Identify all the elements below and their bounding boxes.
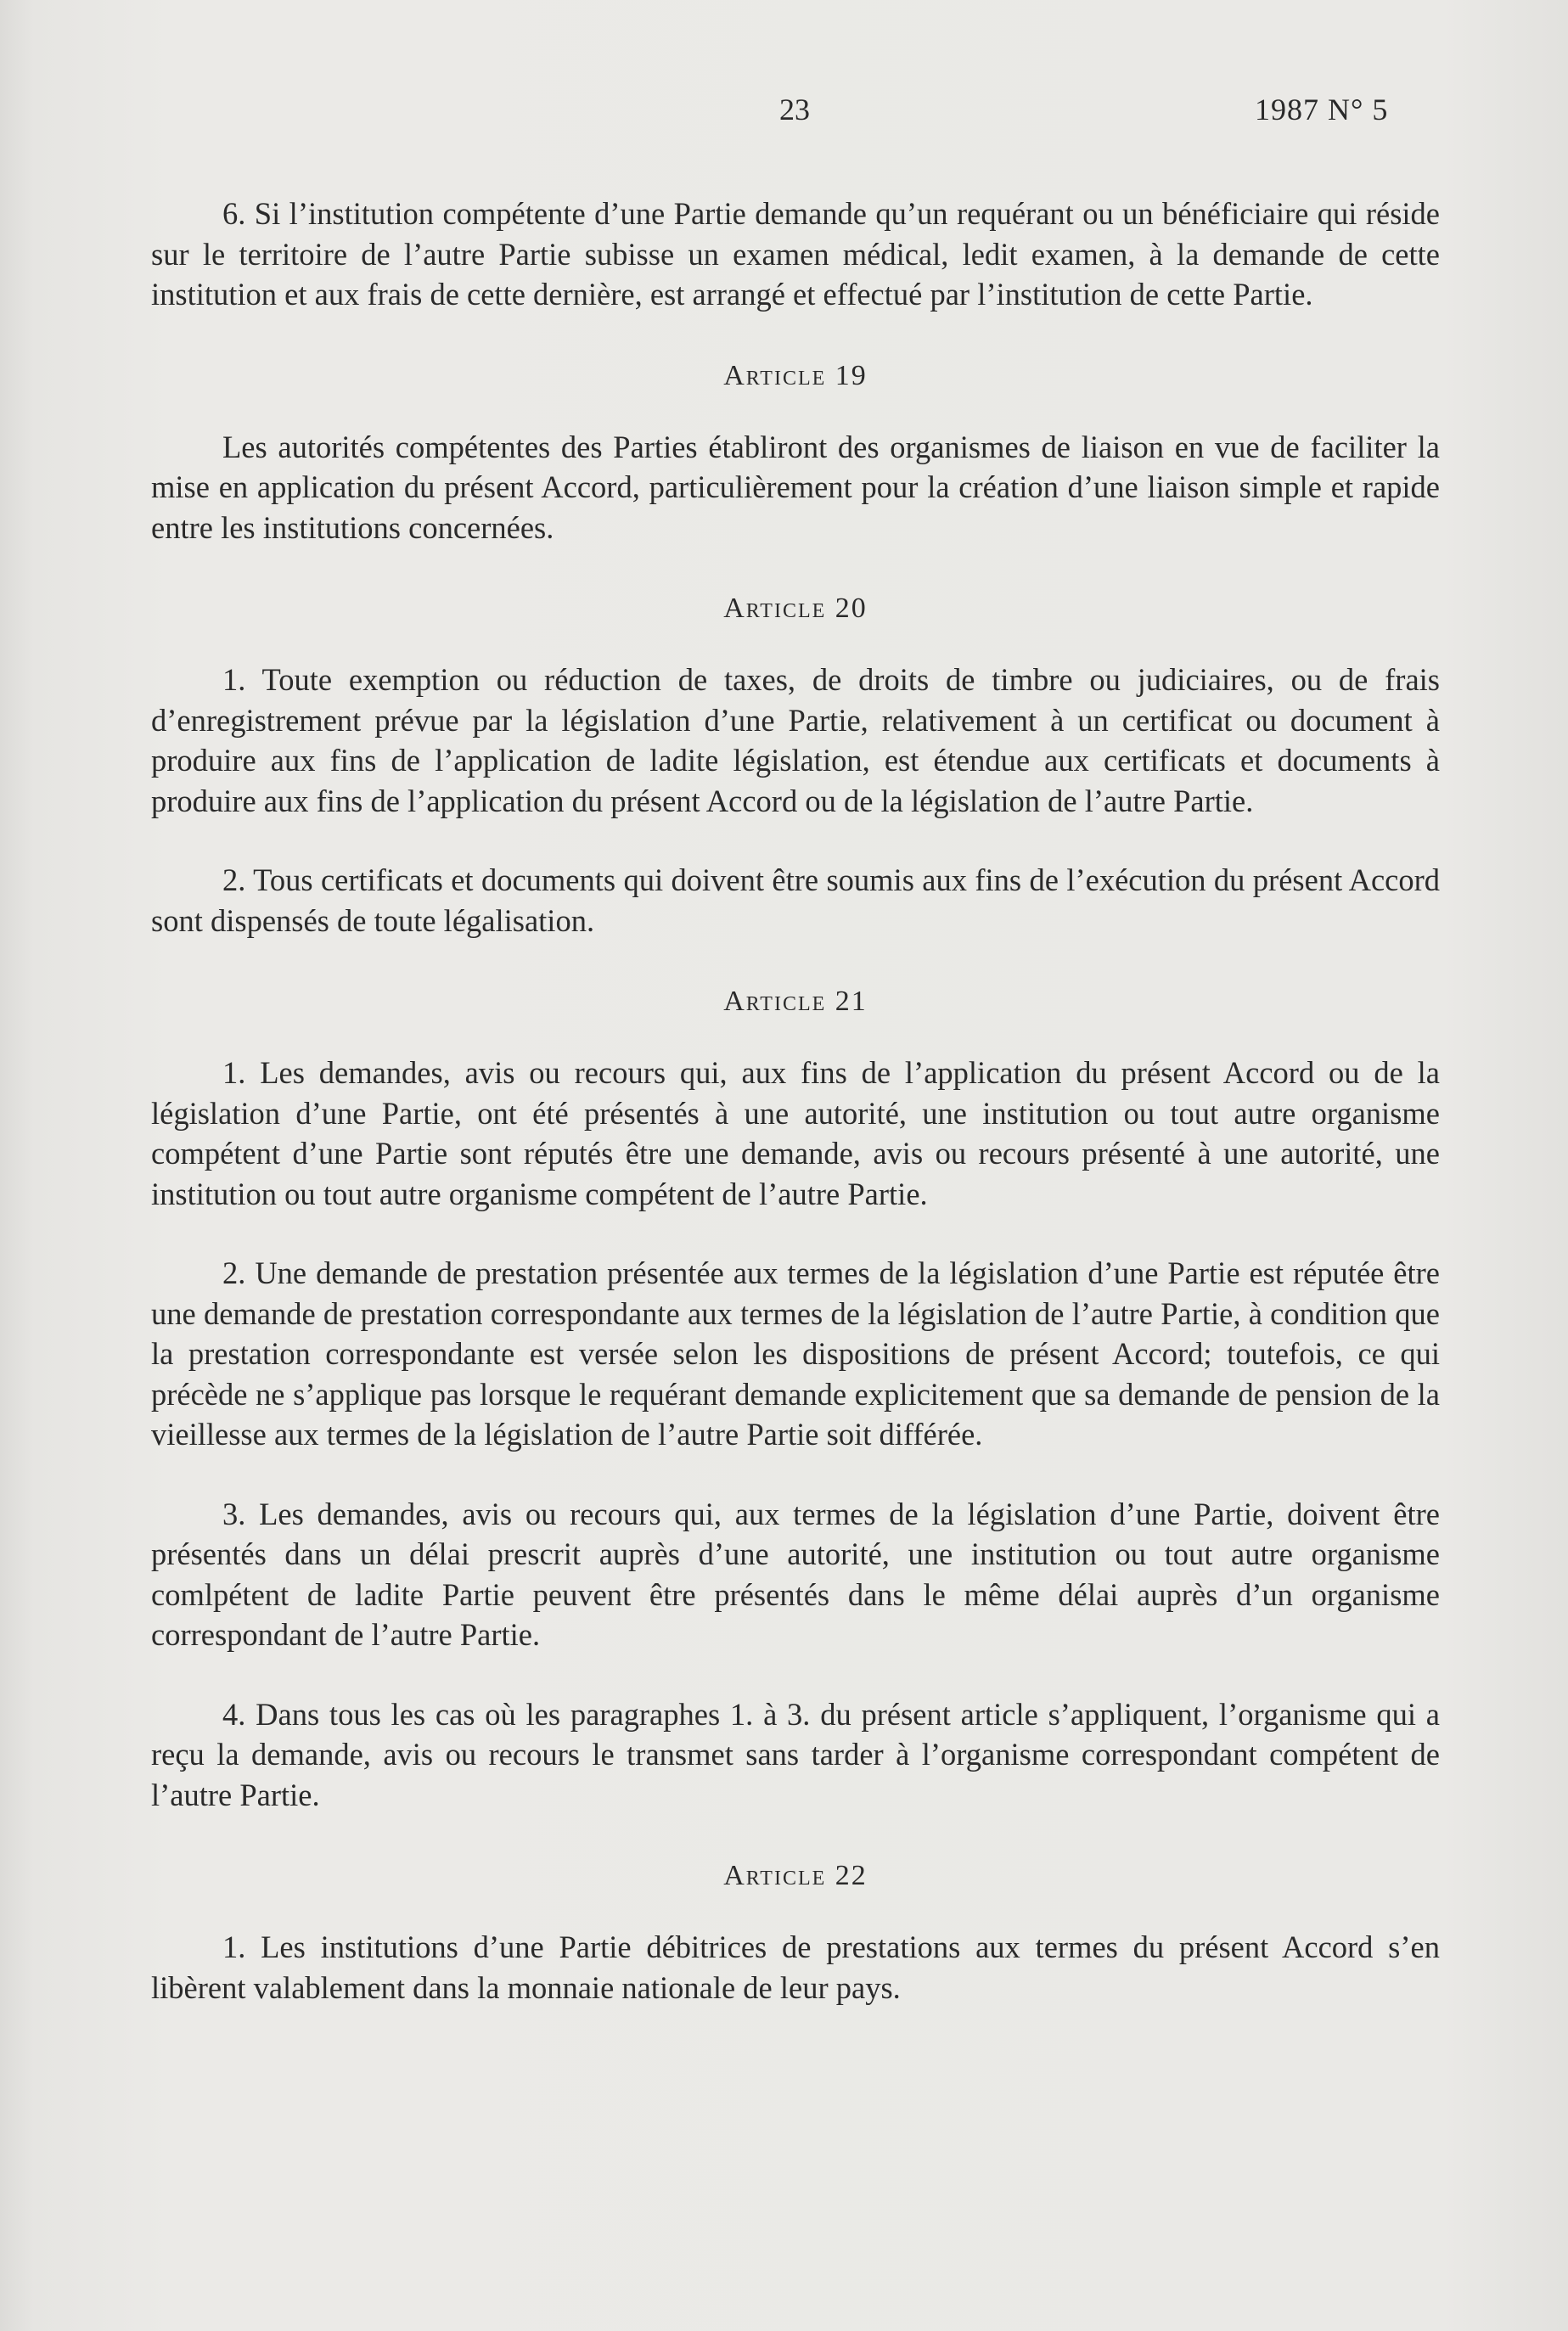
article-19 xyxy=(151,356,1440,548)
article-heading: Article 22 xyxy=(723,1860,868,1891)
article-18-continued xyxy=(151,194,1440,315)
paragraph: 2. Tous certificats et documents qui doivent être soumis aux fins de l’exécution du présent Accord sont dispensés de toute légalisation. xyxy=(151,862,1440,938)
article-heading: Article 21 xyxy=(723,986,868,1017)
paragraph: 1. Les demandes, avis ou recours qui, aux fins de l’application du présent Accord ou de la législation d’une Partie, ont été présentés à une autorité, une institution ou tout autre organisme compétent d’une Partie sont réputés être une demande, avis ou recours présenté à une autorité, une institution ou tout autre organisme compétent de l’autre Partie. xyxy=(151,1055,1440,1211)
page-number: 23 xyxy=(779,93,810,126)
paragraph: 3. Les demandes, avis ou recours qui, aux termes de la législation d’une Partie, doivent être présentés dans un délai prescrit auprès d’une autorité, une institution ou tout autre organisme comlpétent de ladite Partie peuvent être présentés dans le même délai auprès d’un organisme correspondant de l’autre Partie. xyxy=(151,1496,1440,1652)
paragraph: 1. Toute exemption ou réduction de taxes, de droits de timbre ou judiciaires, ou de frais d’enregistrement prévue par la législation d’une Partie, relativement à un certificat ou document à produire aux fins de l’application de ladite législation, est étendue aux certificats et documents à produire aux fins de l’application du présent Accord ou de la législation de l’autre Partie. xyxy=(151,662,1440,818)
article-heading: Article 19 xyxy=(723,359,868,391)
article-22 xyxy=(151,1856,1440,2008)
article-heading: Article 20 xyxy=(723,593,868,624)
paragraph: Les autorités compétentes des Parties établiront des organismes de liaison en vue de faciliter la mise en application du présent Accord, particulièrement pour la création d’une liaison simple et rapide entre les institutions concernées. xyxy=(151,429,1440,545)
article-21 xyxy=(151,981,1440,1815)
document-reference: 1987 N° 5 xyxy=(1255,93,1389,126)
paragraph: 6. Si l’institution compétente d’une Partie demande qu’un requérant ou un bénéficiaire qui réside sur le territoire de l’autre Partie subisse un examen médical, ledit examen, à la demande de cette institution et aux frais de cette dernière, est arrangé et effectué par l’institution de cette Partie. xyxy=(151,196,1440,312)
page-header xyxy=(0,92,1568,134)
paragraph: 4. Dans tous les cas où les paragraphes 1. à 3. du présent article s’appliquent, l’organisme qui a reçu la demande, avis ou recours le transmet sans tarder à l’organisme correspondant compétent de l’autre Partie. xyxy=(151,1696,1440,1812)
paragraph: 2. Une demande de prestation présentée aux termes de la législation d’une Partie est réputée être une demande de prestation correspondante aux termes de la législation de l’autre Partie, à condition que la prestation correspondante est versée selon les dispositions de présent Accord; toutefois, ce qui précède ne s’applique pas lorsque le requérant demande explicitement que sa demande de pension de la vieillesse aux termes de la législation de l’autre Partie soit différée. xyxy=(151,1255,1440,1452)
article-20 xyxy=(151,588,1440,941)
paragraph: 1. Les institutions d’une Partie débitrices de prestations aux termes du présent Accord s’en libèrent valablement dans la monnaie nationale de leur pays. xyxy=(151,1929,1440,2005)
document-body xyxy=(151,194,1440,2047)
